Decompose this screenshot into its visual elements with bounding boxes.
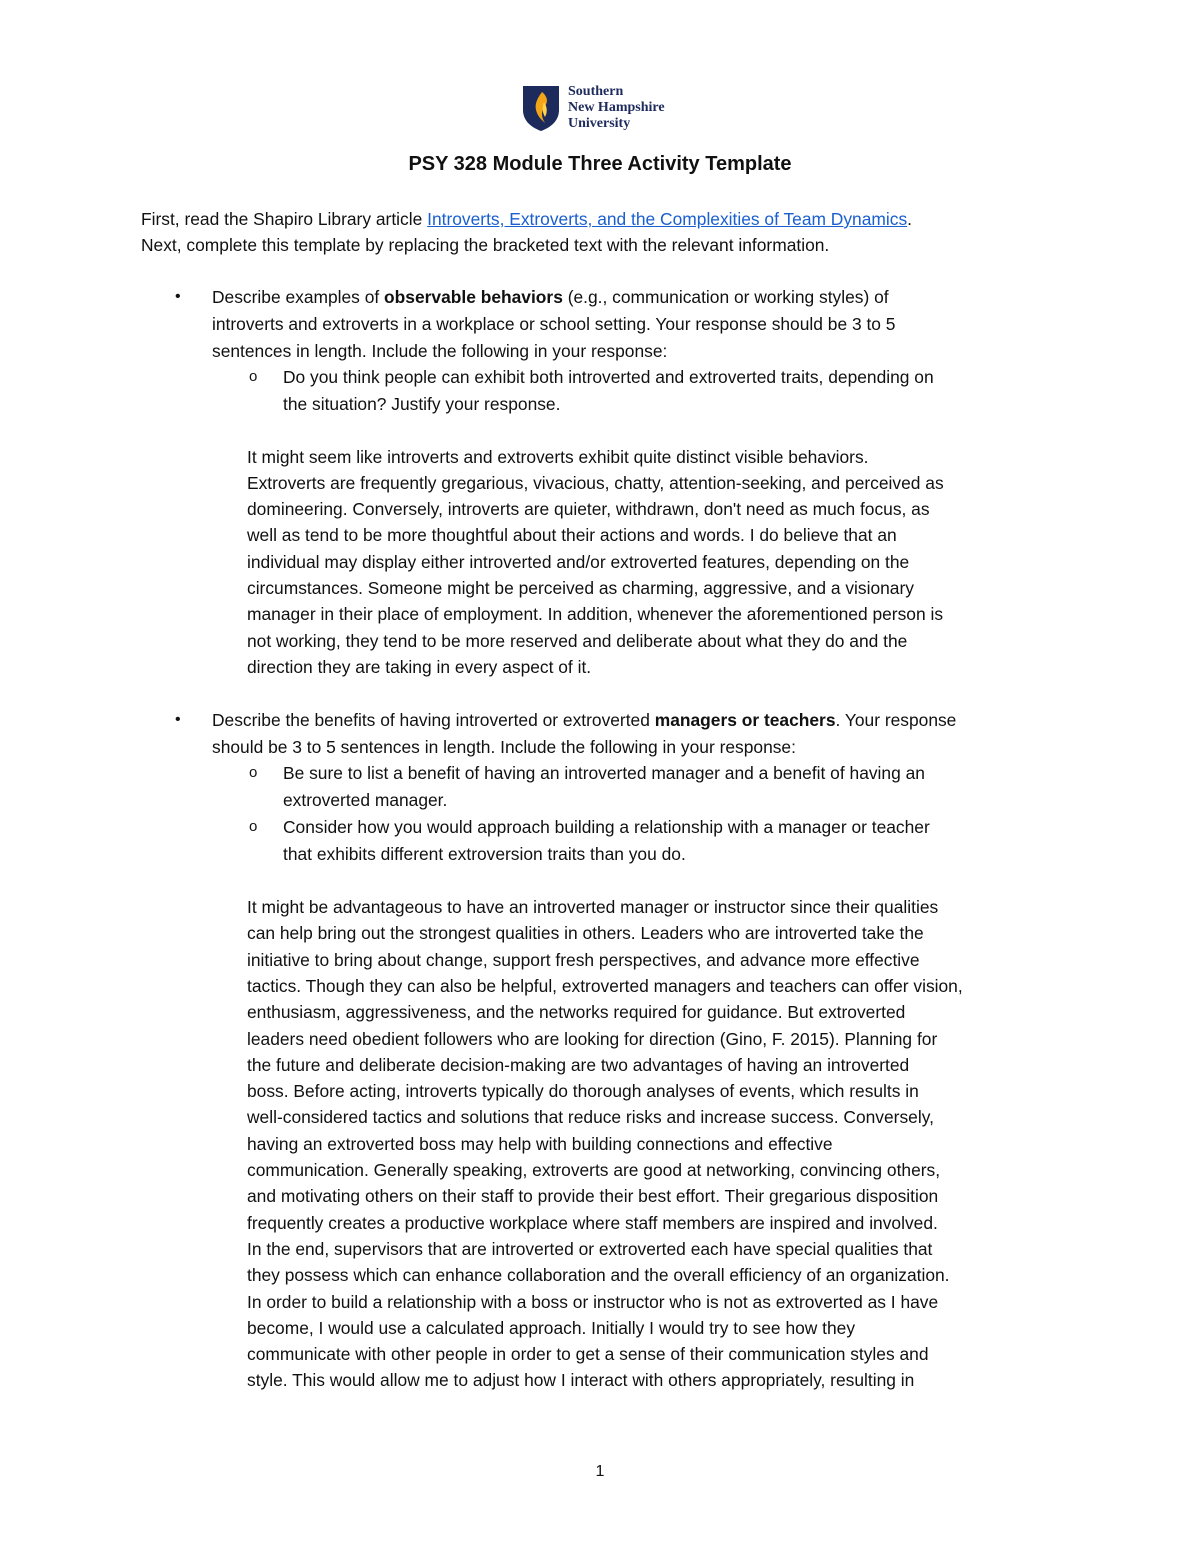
intro-trail: . (907, 209, 912, 229)
section2-suffix: . Your response (835, 710, 957, 730)
section2-response-line: leaders need obedient followers who are looking for direction (Gino, F. 2015). Planning for (247, 1028, 938, 1049)
section1-sub-line-1: Do you think people can exhibit both introverted and extroverted traits, depending on (283, 367, 934, 387)
section1-response-line: direction they are taking in every aspect of it. (247, 656, 592, 677)
sub-bullet-marker: o (249, 818, 258, 835)
page-title: PSY 328 Module Three Activity Template (408, 153, 792, 175)
bullet-icon: • (175, 288, 181, 305)
section2-response-line: communicate with other people in order to get a sense of their communication styles and (247, 1344, 929, 1365)
section2-response-line: and motivating others on their staff to provide their best effort. Their gregarious disposition (247, 1186, 939, 1207)
section2-sub2-line-1: Consider how you would approach building a relationship with a manager or teacher (283, 817, 930, 837)
section2-response-line: In order to build a relationship with a boss or instructor who is not as extroverted as I have (247, 1291, 939, 1312)
section2-bullet-line-1 (212, 707, 956, 733)
university-logo (521, 84, 681, 134)
section1-response-line: Extroverts are frequently gregarious, vivacious, chatty, attention-seeking, and perceived as (247, 472, 944, 493)
section1-bullet-line-1 (212, 284, 889, 310)
logo-line-1: Southern (568, 84, 624, 99)
section2-response-line: can help bring out the strongest qualities in others. Leaders who are introverted take the (247, 923, 924, 944)
section1-bullet-line-2: introverts and extroverts in a workplace or school setting. Your response should be 3 to 5 (212, 314, 896, 334)
section2-response-line: having an extroverted boss may help with building connections and effective (247, 1133, 833, 1154)
page-number: 1 (595, 1463, 605, 1480)
section2-bullet-line-2: should be 3 to 5 sentences in length. Include the following in your response: (212, 737, 796, 757)
section2-response-line: become, I would use a calculated approach. Initially I would try to see how they (247, 1317, 856, 1338)
section1-bold: observable behaviors (384, 287, 563, 307)
section1-response-line: manager in their place of employment. In addition, whenever the aforementioned person is (247, 604, 944, 625)
article-link[interactable]: Introverts, Extroverts, and the Complexities of Team Dynamics (427, 209, 908, 229)
section1-response-line: individual may display either introverted and/or extroverted features, depending on the (247, 551, 910, 572)
section2-response-line: they possess which can enhance collaboration and the overall efficiency of an organization. (247, 1265, 950, 1286)
section1-prefix: Describe examples of (212, 287, 385, 307)
section1-bullet-line-3: sentences in length. Include the following in your response: (212, 341, 668, 361)
section1-response-line: It might seem like introverts and extroverts exhibit quite distinct visible behaviors. (247, 446, 869, 467)
section2-sub1-line-2: extroverted manager. (283, 790, 448, 810)
section2-sub1-line-1: Be sure to list a benefit of having an introverted manager and a benefit of having an (283, 763, 925, 783)
intro-line-1 (141, 206, 912, 232)
section1-response-line: domineering. Conversely, introverts are quieter, withdrawn, don't need as much focus, as (247, 499, 930, 520)
section1-sub-line-2: the situation? Justify your response. (283, 394, 561, 414)
section1-response-line: circumstances. Someone might be perceived as charming, aggressive, and a visionary (247, 578, 914, 598)
section1-response-line: not working, they tend to be more reserved and deliberate about what they do and the (247, 630, 908, 651)
bullet-icon: • (175, 711, 181, 728)
section2-response-line: style. This would allow me to adjust how I interact with others appropriately, resulting in (247, 1370, 915, 1391)
flame-shield-icon (521, 84, 561, 132)
section1-response-line: well as tend to be more thoughtful about their actions and words. I do believe that an (247, 525, 897, 546)
logo-line-2: New Hampshire (568, 100, 665, 115)
section2-bold: managers or teachers (654, 710, 836, 730)
section2-response-line: It might be advantageous to have an introverted manager or instructor since their qualities (247, 897, 939, 917)
section2-response-line: boss. Before acting, introverts typically do thorough analyses of events, which results in (247, 1081, 919, 1102)
sub-bullet-marker: o (249, 368, 258, 385)
section2-response-line: well-considered tactics and solutions that reduce risks and increase success. Conversely, (247, 1107, 934, 1128)
section2-sub2-line-2: that exhibits different extroversion traits than you do. (283, 844, 686, 864)
section2-response-line: the future and deliberate decision-making are two advantages of having an introverted (247, 1054, 910, 1075)
section2-response-line: communication. Generally speaking, extroverts are good at networking, convincing others, (247, 1160, 941, 1180)
section2-response-line: initiative to bring about change, support fresh perspectives, and advance more effective (247, 949, 920, 970)
logo-wordmark (568, 84, 665, 132)
section2-response-line: tactics. Though they can also be helpful, extroverted managers and teachers can offer vision, (247, 975, 963, 996)
section2-response-line: In the end, supervisors that are introverted or extroverted each have special qualities that (247, 1238, 933, 1259)
logo-line-3: University (568, 116, 631, 131)
section2-response-line: frequently creates a productive workplace where staff members are inspired and involved. (247, 1212, 938, 1233)
section1-suffix: (e.g., communication or working styles) of (562, 287, 889, 307)
section2-response-line: enthusiasm, aggressiveness, and the networks required for guidance. But extroverted (247, 1002, 906, 1023)
intro-lead: First, read the Shapiro Library article (141, 209, 428, 229)
section2-prefix: Describe the benefits of having introverted or extroverted (212, 710, 655, 730)
intro-line-2: Next, complete this template by replacing the bracketed text with the relevant information. (141, 235, 830, 255)
sub-bullet-marker: o (249, 764, 258, 781)
